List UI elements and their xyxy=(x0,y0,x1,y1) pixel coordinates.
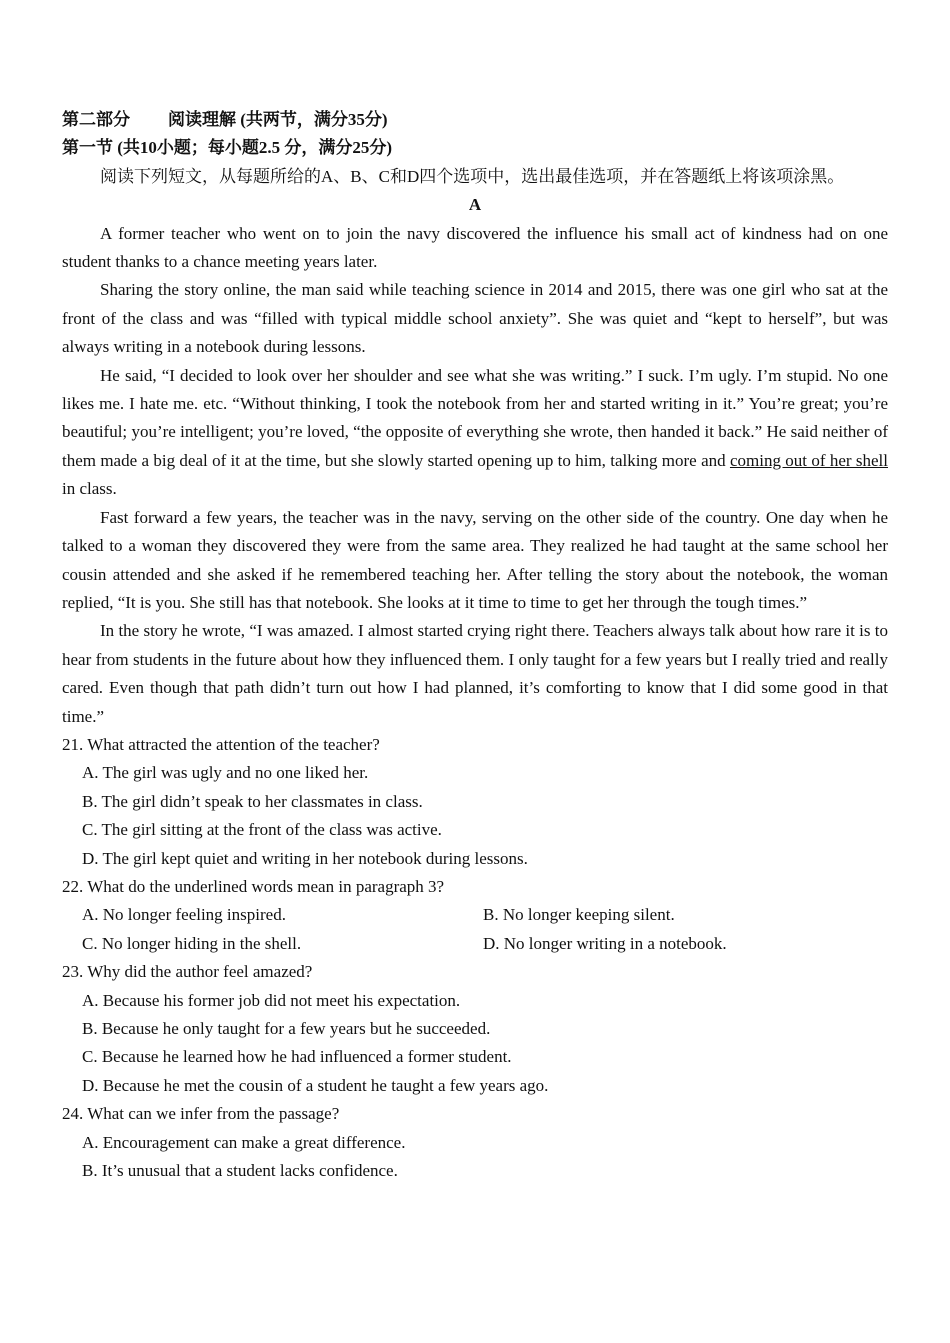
part-title: 阅读理解 (共两节，满分35分) xyxy=(168,110,388,129)
section-heading: 第一节 (共10小题；每小题2.5 分，满分25分) xyxy=(62,138,393,158)
underlined-phrase: coming out of her shell xyxy=(729,450,888,470)
instruction: 阅读下列短文，从每题所给的A、B、C和D四个选项中，选出最佳选项，并在答题纸上将该项涂黑。 xyxy=(100,166,845,186)
q22-options-row-1 xyxy=(82,901,888,929)
part-label: 第二部分 xyxy=(62,110,130,129)
question-22: 22. What do the underlined words mean in paragraph 3? xyxy=(62,876,445,896)
q22-option-b: B. No longer keeping silent. xyxy=(483,905,675,925)
q22-option-a: A. No longer feeling inspired. xyxy=(82,905,286,925)
q22-option-c: C. No longer hiding in the shell. xyxy=(82,933,302,953)
q21-option-b: B. The girl didn’t speak to her classmates in class. xyxy=(82,791,423,811)
p3-text-before: He said, “I decided to look over her shoulder and see what she was writing.” I suck. I’m ugly. I’m stupid. No one likes me. I hate me. etc. “Without thinking, I took the notebook from her and started writing in it.” You’re great; you’re beautiful; you’re intelligent; you’re loved, “the opposite of everything she wrote, then handed it back.” He said neither of them made a big deal of it at the time, but she slowly started opening up to him, talking more and xyxy=(62,365,888,470)
q23-option-d: D. Because he met the cousin of a student he taught a few years ago. xyxy=(82,1075,549,1095)
q23-option-b: B. Because he only taught for a few years but he succeeded. xyxy=(82,1019,491,1038)
question-23: 23. Why did the author feel amazed? xyxy=(62,962,313,982)
q21-option-c: C. The girl sitting at the front of the class was active. xyxy=(82,820,442,840)
exam-page xyxy=(62,106,888,1185)
q23-option-c: C. Because he learned how he had influenced a former student. xyxy=(82,1047,512,1067)
q22-options-row-2 xyxy=(82,930,888,958)
p3-text-after: in class. xyxy=(62,479,117,499)
passage-paragraph-3 xyxy=(62,362,888,504)
question-21: 21. What attracted the attention of the teacher? xyxy=(62,734,380,754)
q23-option-a: A. Because his former job did not meet his expectation. xyxy=(82,990,461,1010)
q24-option-b: B. It’s unusual that a student lacks confidence. xyxy=(82,1161,398,1181)
passage-paragraph-5: In the story he wrote, “I was amazed. I almost started crying right there. Teachers always talk about how rare it is to hear from students in the future about how they influenced them. I only taught for a few years but I really tried and really cared. Even though that path didn’t turn out how I had planned, it’s comforting to know that I did some good in that time.” xyxy=(62,621,888,726)
q21-option-a: A. The girl was ugly and no one liked her. xyxy=(82,763,369,783)
passage-label: A xyxy=(468,195,482,215)
passage-paragraph-1: A former teacher who went on to join the navy discovered the influence his small act of kindness had on one student thanks to a chance meeting years later. xyxy=(62,223,888,272)
passage-paragraph-2: Sharing the story online, the man said while teaching science in 2014 and 2015, there was one girl who sat at the front of the class and was “filled with typical middle school anxiety”. She was quiet and “kept to herself”, but was always writing in a notebook during lessons. xyxy=(62,280,888,357)
part-heading xyxy=(62,106,888,134)
q24-option-a: A. Encouragement can make a great difference. xyxy=(82,1132,406,1152)
passage-paragraph-4: Fast forward a few years, the teacher was in the navy, serving on the other side of the country. One day when he talked to a woman they discovered they were from the same area. They realized he had taught at the same school her cousin attended and she asked if he remembered teaching her. After telling the story about the notebook, the woman replied, “It is you. She still has that notebook. She looks at it time to time to get her through the tough times.” xyxy=(62,507,888,612)
q22-option-d: D. No longer writing in a notebook. xyxy=(483,933,727,953)
question-24: 24. What can we infer from the passage? xyxy=(62,1104,340,1124)
q21-option-d: D. The girl kept quiet and writing in her notebook during lessons. xyxy=(82,848,528,868)
